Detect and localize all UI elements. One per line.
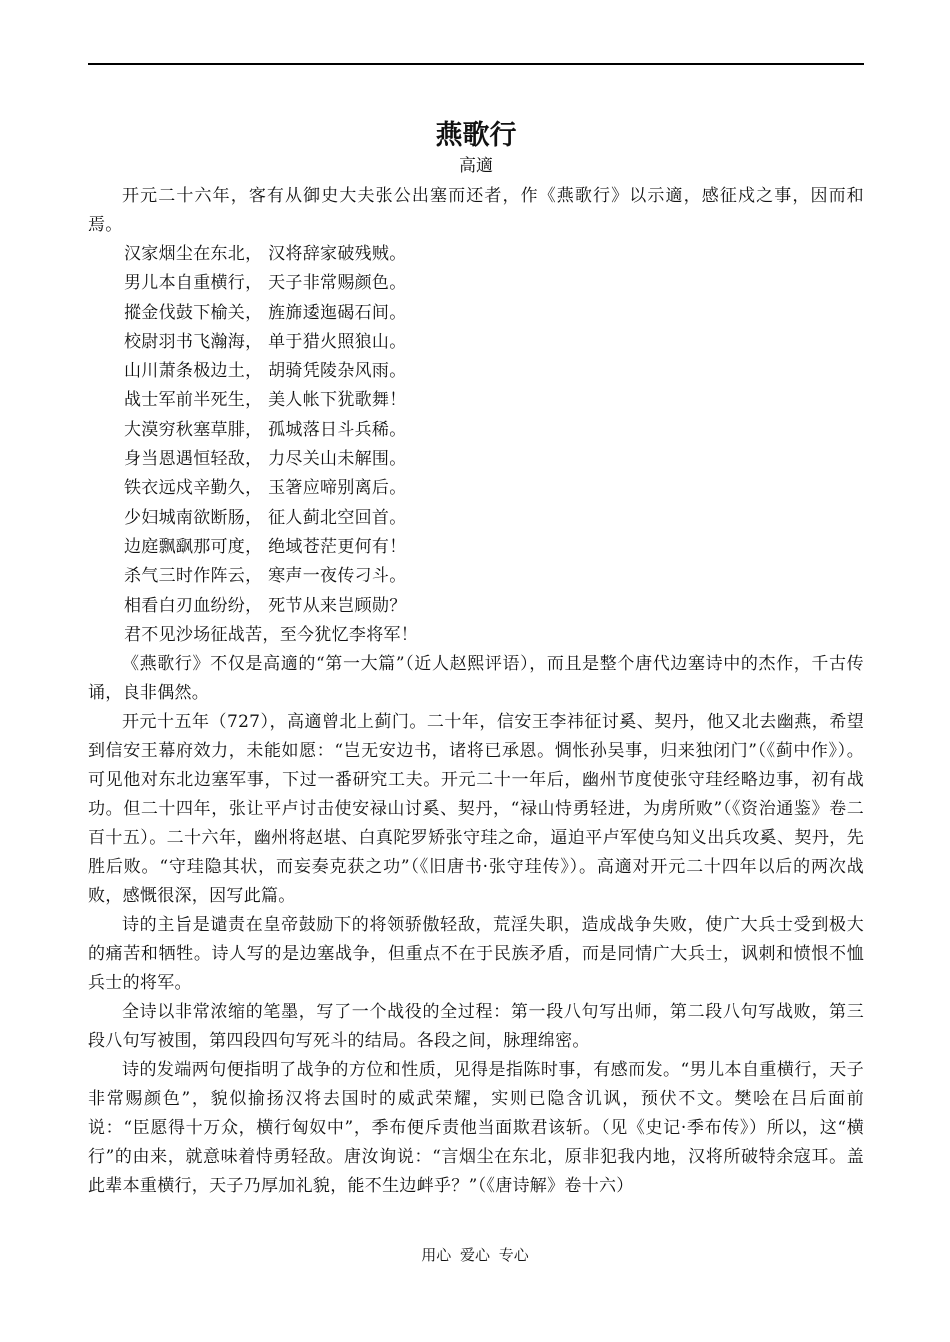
poem-block <box>88 240 864 650</box>
poem-line-first-half: 铁衣远戍辛勤久， <box>124 478 263 499</box>
commentary-paragraph: 诗的主旨是谴责在皇帝鼓励下的将领骄傲轻敌，荒淫失职，造成战争失败，使广大兵士受到极大的痛苦和牺牲。诗人写的是边塞战争，但重点不在于民族矛盾，而是同情广大兵士，讽刺和愤恨不恤兵士的将军。 <box>88 915 864 994</box>
poem-line <box>88 533 864 562</box>
poem-line-second-half: 单于猎火照狼山。 <box>268 331 407 352</box>
poem-line-second-half: 力尽关山未解围。 <box>268 449 407 470</box>
poem-line <box>88 328 864 357</box>
page-footer: 用心 爱心 专心 <box>421 1246 529 1264</box>
poem-line-second-half: 寒声一夜传刁斗。 <box>268 566 407 587</box>
page-title: 燕歌行 <box>435 120 517 151</box>
commentary-paragraph: 全诗以非常浓缩的笔墨，写了一个战役的全过程：第一段八句写出师，第二段八句写战败，第三段八句写被围，第四段四句写死斗的结局。各段之间，脉理绵密。 <box>88 1002 864 1052</box>
poem-line-first-half: 汉家烟尘在东北， <box>124 244 263 264</box>
poem-line <box>88 269 864 298</box>
poem-line-first-half: 男儿本自重横行， <box>124 273 263 294</box>
poem-line-second-half: 孤城落日斗兵稀。 <box>268 419 407 440</box>
commentary-paragraph: 《燕歌行》不仅是高適的“第一大篇”（近人赵熙评语），而且是整个唐代边塞诗中的杰作，千古传诵，良非偶然。 <box>88 654 864 704</box>
commentary-paragraph: 开元十五年（727），高適曾北上蓟门。二十年，信安王李祎征讨奚、契丹，他又北去幽燕，希望到信安王幕府效力，未能如愿：“岂无安边书，诸将已承恩。惆怅孙吴事，归来独闭门”（《蓟中作》）。可见他对东北边塞军事，下过一番研究工夫。开元二十一年后，幽州节度使张守珪经略边事，初有战功。但二十四年，张让平卢讨击使安禄山讨奚、契丹，“禄山恃勇轻进，为虏所败”（《资治通鉴》卷二百十五）。二十六年，幽州将赵堪、白真陀罗矫张守珪之命，逼迫平卢军使乌知义出兵攻奚、契丹，先胜后败。“守珪隐其状，而妄奏克获之功”（《旧唐书·张守珪传》）。高適对开元二十四年以后的两次战败，感慨很深，因写此篇。 <box>88 712 864 907</box>
author-name: 高適 <box>459 156 493 176</box>
poem-line-second-half: 玉箸应啼别离后。 <box>268 478 407 499</box>
poem-line-first-half: 杀气三时作阵云， <box>124 566 263 587</box>
preface-paragraph: 开元二十六年，客有从御史大夫张公出塞而还者，作《燕歌行》以示適，感征戍之事，因而和焉。 <box>88 186 864 235</box>
poem-line <box>88 504 864 533</box>
poem-line-first-half: 少妇城南欲断肠， <box>124 507 263 528</box>
poem-line-second-half: 死节从来岂顾勋？ <box>268 595 407 616</box>
poem-line <box>88 621 864 650</box>
poem-line <box>88 416 864 445</box>
poem-line <box>88 240 864 269</box>
poem-line-second-half: 汉将辞家破残贼。 <box>268 244 407 264</box>
poem-line-first-half: 山川萧条极边土， <box>124 361 263 382</box>
poem-line <box>88 357 864 386</box>
poem-line-first-half: 相看白刃血纷纷， <box>124 595 263 616</box>
poem-line-second-half: 绝域苍茫更何有！ <box>268 536 407 557</box>
poem-line-second-half: 胡骑凭陵杂风雨。 <box>268 361 407 382</box>
poem-line-first-half: 身当恩遇恒轻敌， <box>124 449 263 470</box>
poem-line-first-half: 校尉羽书飞瀚海， <box>124 331 263 352</box>
poem-line-first-half: 摐金伐鼓下榆关， <box>124 302 263 323</box>
poem-line-second-half: 至今犹忆李将军！ <box>279 624 419 645</box>
poem-line-first-half: 边庭飘飖那可度， <box>124 536 263 557</box>
poem-line <box>88 386 864 415</box>
commentary-paragraph: 诗的发端两句便指明了战争的方位和性质，见得是指陈时事，有感而发。“男儿本自重横行，天子非常赐颜色”，貌似揄扬汉将去国时的威武荣耀，实则已隐含讥讽，预伏不文。樊哙在吕后面前说：“臣愿得十万众，横行匈奴中”，季布便斥责他当面欺君该斩。（见《史记·季布传》）所以，这“横行”的由来，就意味着恃勇轻敌。唐汝询说：“言烟尘在东北，原非犯我内地，汉将所破特余寇耳。盖此辈本重横行，天子乃厚加礼貌，能不生边衅乎？”（《唐诗解》卷十六） <box>88 1060 864 1197</box>
poem-line <box>88 445 864 474</box>
poem-line-second-half: 征人蓟北空回首。 <box>268 507 407 528</box>
poem-line <box>88 562 864 591</box>
poem-line-first-half: 战士军前半死生， <box>124 390 263 411</box>
header-rule <box>88 63 864 65</box>
poem-line-first-half: 君不见沙场征战苦， <box>124 624 280 645</box>
poem-line-second-half: 天子非常赐颜色。 <box>268 273 407 294</box>
poem-line-second-half: 旌旆逶迤碣石间。 <box>268 302 407 323</box>
poem-line-second-half: 美人帐下犹歌舞！ <box>268 390 407 411</box>
poem-line <box>88 592 864 621</box>
poem-line-first-half: 大漠穷秋塞草腓， <box>124 419 263 440</box>
poem-line <box>88 299 864 328</box>
document-body <box>88 118 864 1201</box>
poem-line <box>88 474 864 503</box>
